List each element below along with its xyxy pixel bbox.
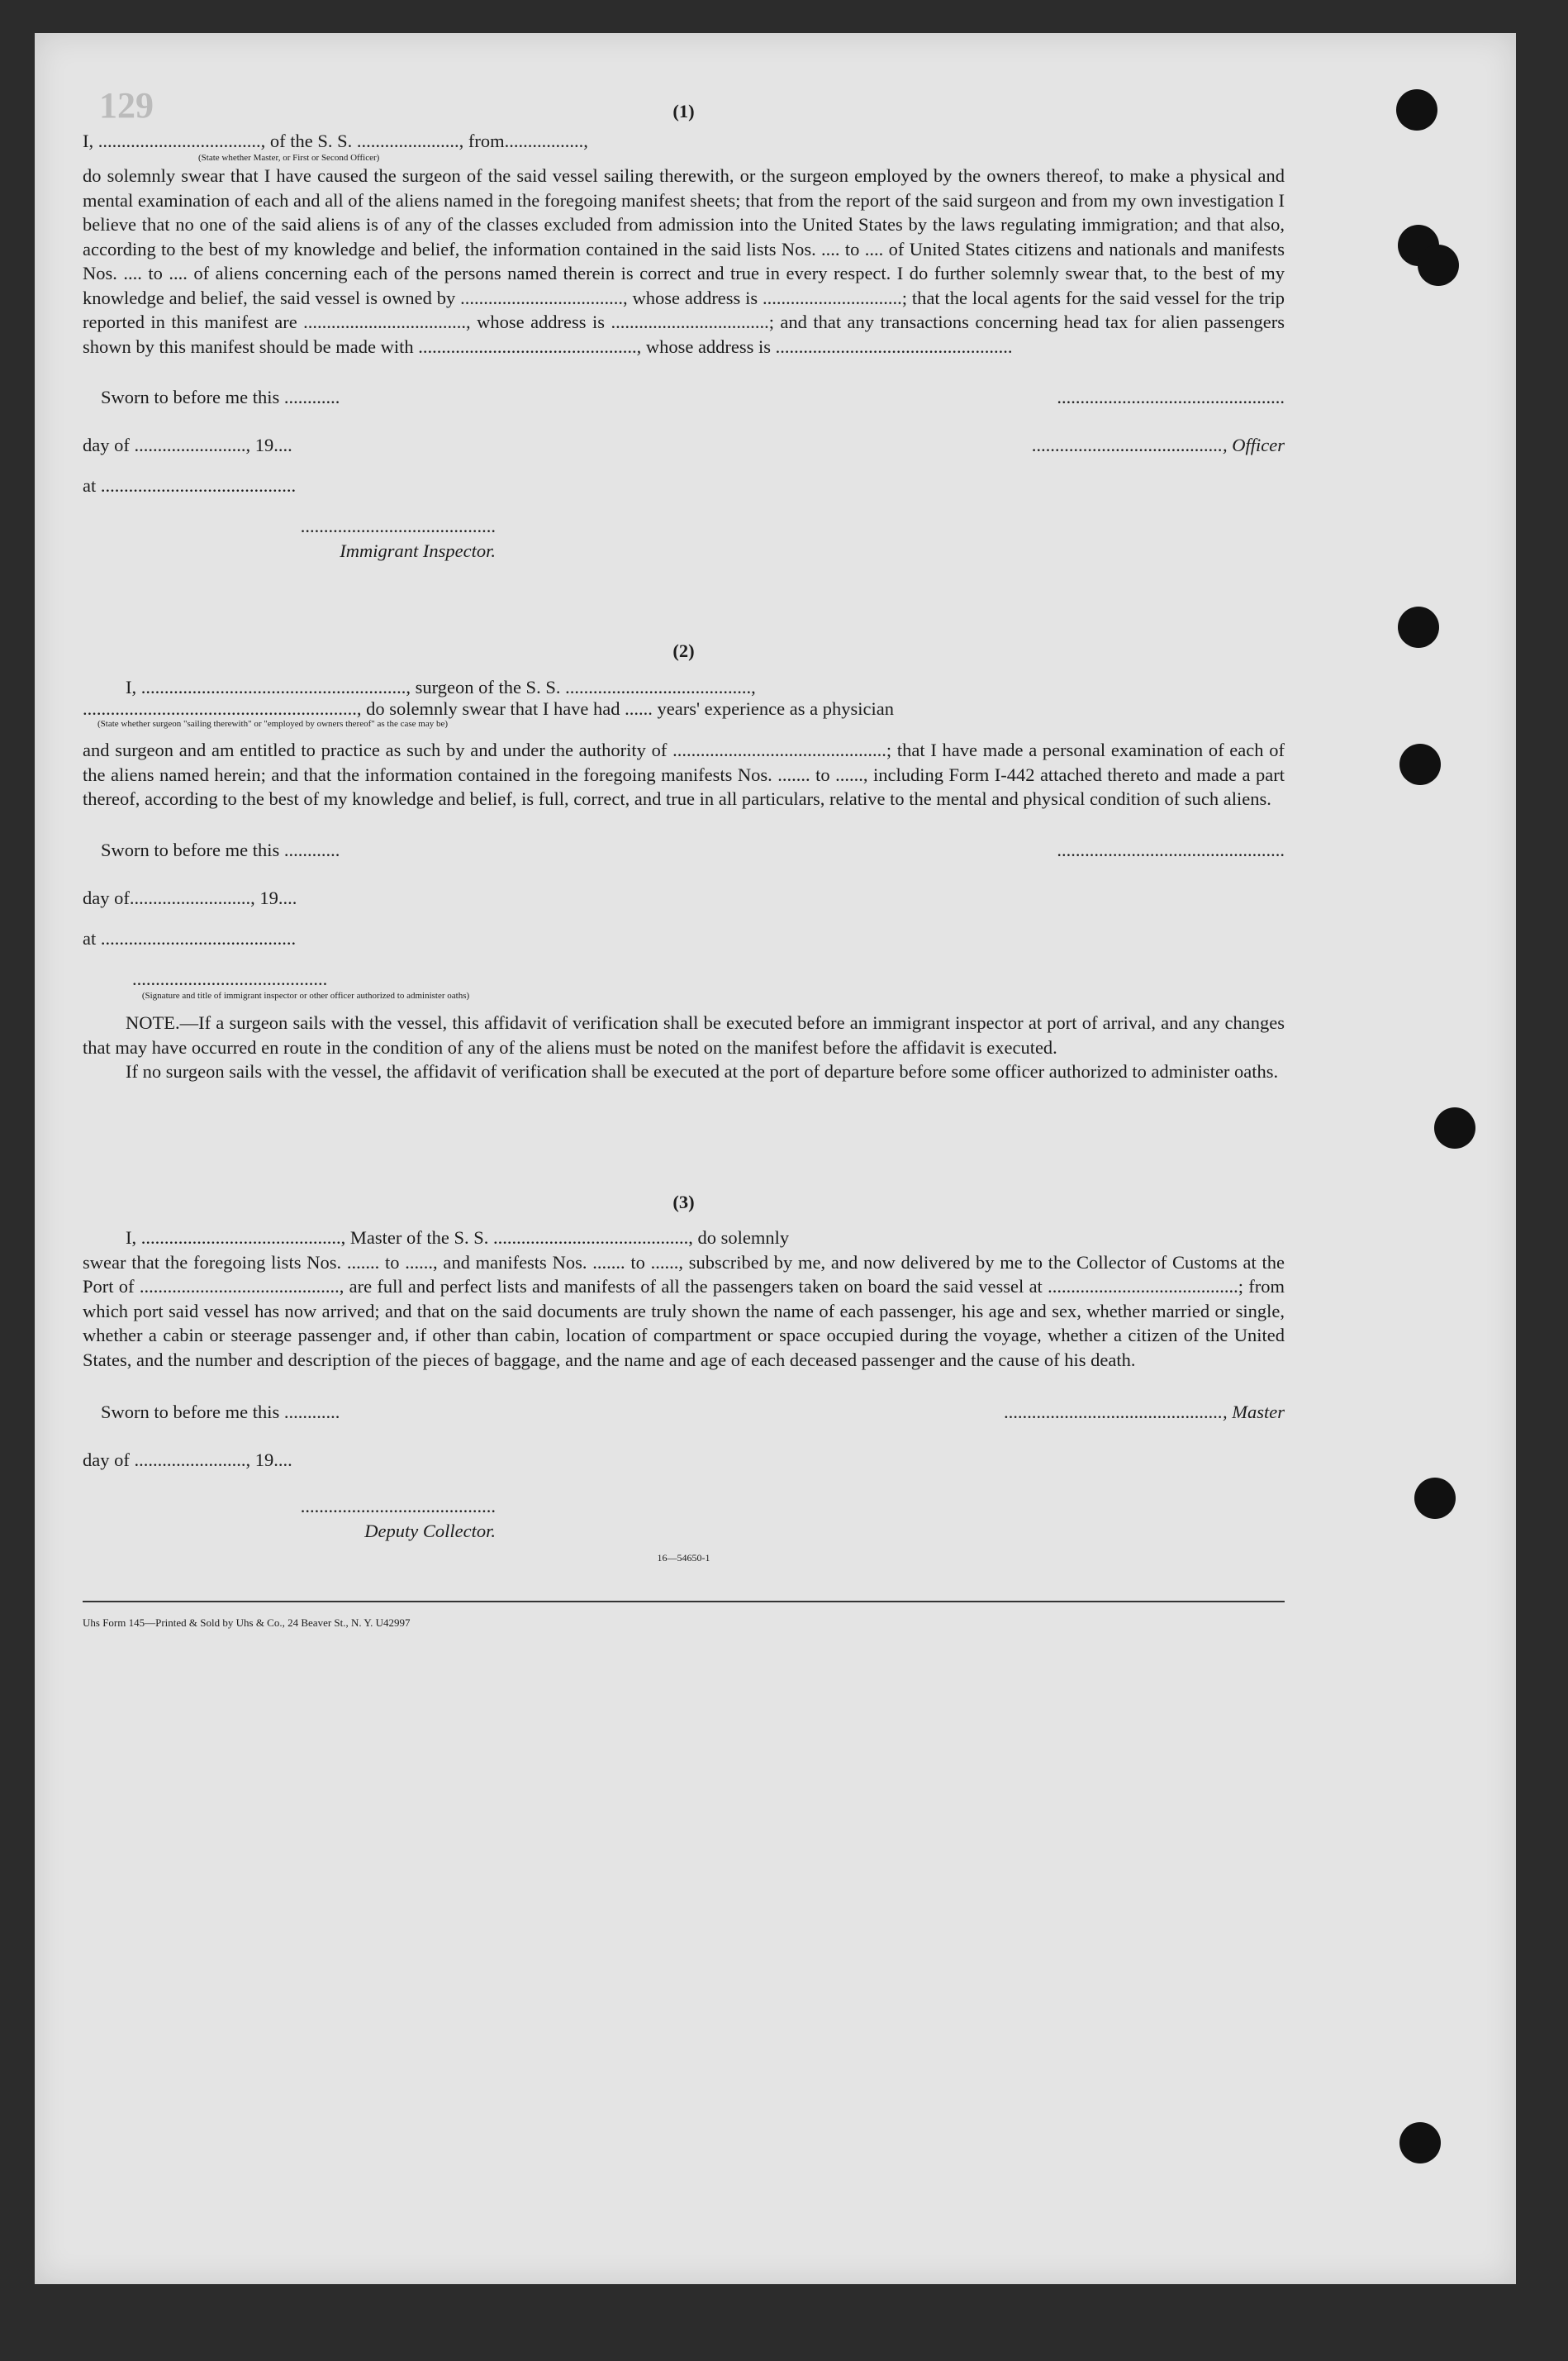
section1-signature-block [83,374,1285,563]
inspector-signature-line: .......................................... [132,968,328,989]
punch-hole [1434,1107,1475,1149]
form-number: 16—54650-1 [657,1552,710,1564]
day-line: day of ........................, 19.... [83,435,292,456]
inspector-title: Immigrant Inspector. [340,540,496,561]
officer-line: ........................................., Officer [1032,435,1285,456]
footer-divider [83,1601,1285,1602]
officer-signature-line: ................................................. [1057,387,1285,408]
at-line: at .......................................... [83,475,297,497]
section1-intro-line: I, ..................................., of the S. S. ......................, from................., [83,130,588,151]
punch-hole [1398,607,1439,648]
inspector-signature-line: .......................................... [300,516,496,536]
punch-hole [1396,89,1437,131]
section1-heading: (1) [672,101,695,121]
collector-title: Deputy Collector. [364,1520,496,1541]
sworn-label: Sworn to before me this ............ [101,1402,340,1423]
section1-body: do solemnly swear that I have caused the surgeon of the said vessel sailing therewith, or the surgeon employed by the owners thereof, to make a physical and mental examination of each and all of the aliens named in the foregoing manifest sheets; that from the report of the said surgeon and from my own investigation I believe that no one of the said aliens is of any of the classes excluded from admission into the United States by the laws regulating immigration; and that also, according to the best of my knowledge and belief, the information contained in the said lists Nos. .... to .... of United States citizens and nationals and manifests Nos. .... to .... of aliens concerning each of the persons named therein is correct and true in every respect. I do further solemnly swear that, to the best of my knowledge and belief, the said vessel is owned by ..................................., whose address is ..............................; that the local agents for the said vessel for the trip reported in this manifest are ..................................., whose address is ..................................; and that any transactions concerning head tax for alien passengers shown by this manifest should be made with ..............................................., whose address is ................................................... [83,165,1285,357]
section2-body: and surgeon and am entitled to practice as such by and under the authority of ..............................................; that I have made a personal examination of each of the aliens named herein; and that the information contained in the foregoing manifests Nos. ....... to ......, including Form I-442 attached thereto and made a part thereof, according to the best of my knowledge and belief, is full, correct, and true in all particulars, relative to the mental and physical condition of such aliens. [83,740,1285,809]
section2-intro-line: I, ........................................................., surgeon of the S. S. ........................................, [126,676,756,697]
section2-role-note: (State whether surgeon "sailing therewith" or "employed by owners thereof" as the case may be) [97,719,449,729]
no-surgeon-note: If no surgeon sails with the vessel, the affidavit of verification shall be executed at the port of departure before some officer authorized to administer oaths. [126,1061,1279,1082]
section3-heading: (3) [672,1191,695,1212]
page-number: 129 [99,85,154,126]
sworn-label: Sworn to before me this ............ [101,839,340,860]
collector-signature-line: .......................................... [300,1496,496,1516]
day-line: day of ........................, 19.... [83,1449,292,1471]
section3-body: swear that the foregoing lists Nos. ....... to ......, and manifests Nos. ....... to ......, subscribed by me, and now delivered by me to the Collector of Customs at the Port of ..........................................., are full and perfect lists and manifests of all the passengers taken on board the said vessel at .........................................; from which port said vessel has now arrived; and that on the said documents are truly shown the name of each passenger, his age and sex, whether married or single, whether a cabin or steerage passenger and, if other than cabin, location of compartment or space occupied during the voyage, whether a citizen of the United States, and the number and description of the pieces of baggage, and the name and age of each deceased passenger and the cause of his death. [83,1251,1285,1370]
section2-signature-block [83,826,1285,1002]
section3-intro-line: I, ..........................................., Master of the S. S. .........................................., do solemnly [126,1227,790,1248]
oath-content [83,99,1285,1635]
section2-heading: (2) [672,640,695,661]
surgeon-signature-line: ................................................. [1057,839,1285,860]
sworn-label: Sworn to before me this ............ [101,387,340,408]
section2-experience-line: ..........................................................., do solemnly swear that I have had ...... years' experience as a physician [83,698,894,719]
surgeon-note: NOTE.—If a surgeon sails with the vessel, this affidavit of verification shall be executed before an immigrant inspector at port of arrival, and any changes that may have occurred en route in the condition of any of the aliens must be noted on the manifest before the affidavit is executed. [83,1012,1285,1058]
punch-hole [1414,1478,1456,1519]
section3-signature-block [83,1388,1285,1571]
section1-role-note: (State whether Master, or First or Second Officer) [198,153,380,163]
punch-hole [1399,744,1441,785]
printer-imprint: Uhs Form 145—Printed & Sold by Uhs & Co., 24 Beaver St., N. Y. U42997 [83,1616,411,1629]
punch-hole [1418,245,1459,286]
at-line: at .......................................... [83,927,297,949]
master-signature-line: ..............................................., Master [1004,1402,1285,1423]
punch-hole [1399,2122,1441,2163]
signature-title-note: (Signature and title of immigrant inspector or other officer authorized to administer oaths) [141,991,470,1001]
day-line: day of.........................., 19.... [83,887,297,908]
